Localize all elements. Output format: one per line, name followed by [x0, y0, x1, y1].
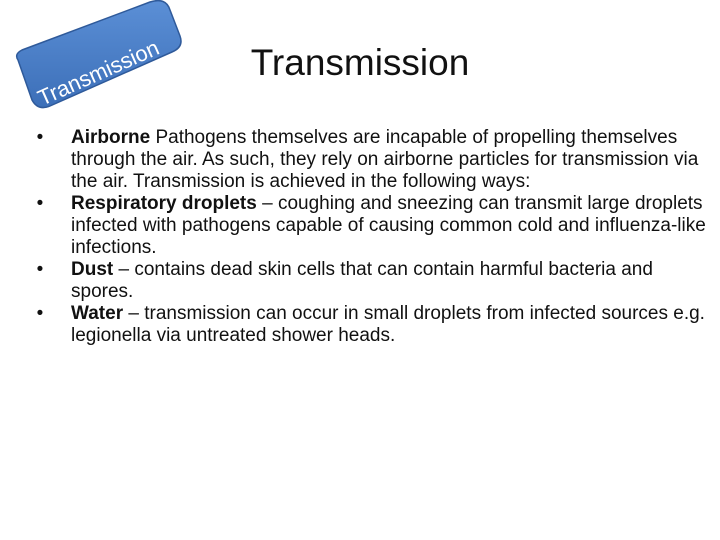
bullet-list: [30, 127, 710, 347]
bullet-dot: •: [36, 303, 44, 324]
bullet-text: – contains dead skin cells that can contain harmful bacteria and spores.: [71, 259, 653, 302]
bullet-term: Dust: [71, 259, 114, 280]
bullet-item-respiratory-droplets: [30, 193, 710, 259]
bullet-term: Water: [71, 303, 124, 324]
transmission-badge: [0, 0, 190, 125]
bullet-item-water: [30, 303, 710, 347]
badge-label: Transmission: [33, 34, 163, 111]
bullet-item-airborne: [30, 127, 710, 193]
bullet-text: – transmission can occur in small droplets from infected sources e.g. legionella via untreated shower heads.: [71, 303, 705, 346]
bullet-dot: •: [36, 259, 44, 280]
bullet-term: Respiratory droplets: [71, 193, 257, 214]
bullet-text: – coughing and sneezing can transmit large droplets infected with pathogens capable of causing common cold and influenza-like infections.: [71, 193, 706, 258]
bullet-term: Airborne: [71, 127, 151, 148]
bullet-dot: •: [36, 193, 44, 214]
bullet-text: Pathogens themselves are incapable of propelling themselves through the air. As such, they rely on airborne particles for transmission via the air. Transmission is achieved in the following ways:: [71, 127, 699, 192]
slide-title: Transmission: [250, 42, 470, 83]
bullet-item-dust: [30, 259, 710, 303]
bullet-dot: •: [36, 127, 44, 148]
